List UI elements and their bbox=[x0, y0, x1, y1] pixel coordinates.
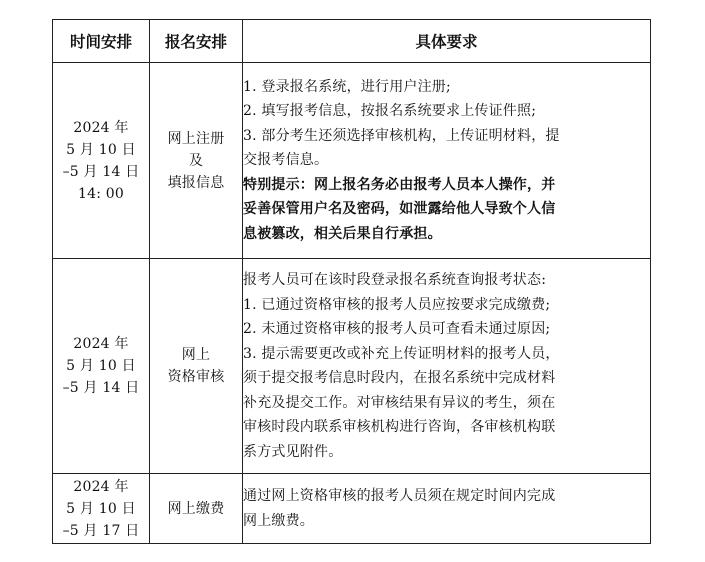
item-line: 资格审核 bbox=[167, 369, 225, 385]
item-line: 网上注册 bbox=[167, 130, 225, 147]
header-requirements: 具体要求 bbox=[243, 20, 651, 63]
requirement-line: 1. 已通过资格审核的报考人员应按要求完成缴费; bbox=[243, 296, 551, 313]
time-line: 5 月 10 日 bbox=[66, 500, 136, 517]
requirement-line: 通过网上资格审核的报考人员须在规定时间内完成 bbox=[243, 488, 556, 504]
table-row bbox=[53, 259, 651, 474]
requirements-cell bbox=[243, 474, 651, 544]
time-cell bbox=[53, 63, 150, 259]
requirement-line: 交报考信息。 bbox=[243, 152, 329, 169]
item-line: 网上缴费 bbox=[167, 500, 225, 517]
requirement-line: 3. 部分考生还须选择审核机构，上传证明材料，提 bbox=[243, 127, 560, 144]
time-line: –5 月 17 日 bbox=[62, 522, 140, 539]
exam-schedule-table bbox=[52, 19, 651, 544]
table-header-row bbox=[53, 20, 651, 63]
requirement-line: 审核时段内联系审核机构进行咨询，各审核机构联 bbox=[243, 419, 556, 435]
table-row bbox=[53, 474, 651, 544]
time-line: –5 月 14 日 bbox=[62, 380, 140, 396]
requirement-line: 补充及提交工作。对审核结果有异议的考生，须在 bbox=[243, 394, 556, 411]
header-time: 时间安排 bbox=[53, 20, 150, 63]
requirement-line: 2. 未通过资格审核的报考人员可查看未通过原因; bbox=[243, 321, 551, 337]
requirements-cell bbox=[243, 259, 651, 474]
requirements-cell bbox=[243, 63, 651, 259]
requirement-line: 系方式见附件。 bbox=[243, 443, 343, 460]
time-cell bbox=[53, 259, 150, 474]
requirement-line: 3. 提示需要更改或补充上传证明材料的报考人员， bbox=[243, 345, 560, 362]
requirement-line: 1. 登录报名系统，进行用户注册; bbox=[243, 78, 451, 95]
time-line: 5 月 10 日 bbox=[66, 358, 136, 374]
item-line: 填报信息 bbox=[167, 174, 225, 191]
requirement-line: 须于提交报考信息时段内，在报名系统中完成材料 bbox=[243, 370, 556, 386]
item-line: 网上 bbox=[181, 347, 211, 363]
special-notice-line: 特别提示：网上报名务必由报考人员本人操作，并 bbox=[243, 176, 556, 193]
time-line: –5 月 14 日 bbox=[62, 163, 140, 180]
special-notice-line: 妥善保管用户名及密码，如泄露给他人导致个人信 bbox=[243, 201, 556, 218]
header-registration: 报名安排 bbox=[150, 20, 243, 63]
time-line: 2024 年 bbox=[73, 119, 129, 136]
requirement-line: 报考人员可在该时段登录报名系统查询报考状态: bbox=[243, 272, 547, 288]
requirement-line: 网上缴费。 bbox=[243, 512, 314, 529]
item-line: 及 bbox=[188, 152, 204, 169]
special-notice-line: 息被篡改，相关后果自行承担。 bbox=[243, 225, 442, 242]
time-cell bbox=[53, 474, 150, 544]
table-row bbox=[53, 63, 651, 259]
item-cell bbox=[150, 63, 243, 259]
item-cell bbox=[150, 259, 243, 474]
requirement-line: 2. 填写报考信息，按报名系统要求上传证件照; bbox=[243, 103, 537, 120]
item-cell bbox=[150, 474, 243, 544]
time-line: 2024 年 bbox=[73, 336, 129, 352]
time-line: 2024 年 bbox=[73, 478, 129, 495]
time-line: 14: 00 bbox=[78, 185, 124, 202]
time-line: 5 月 10 日 bbox=[66, 141, 136, 158]
